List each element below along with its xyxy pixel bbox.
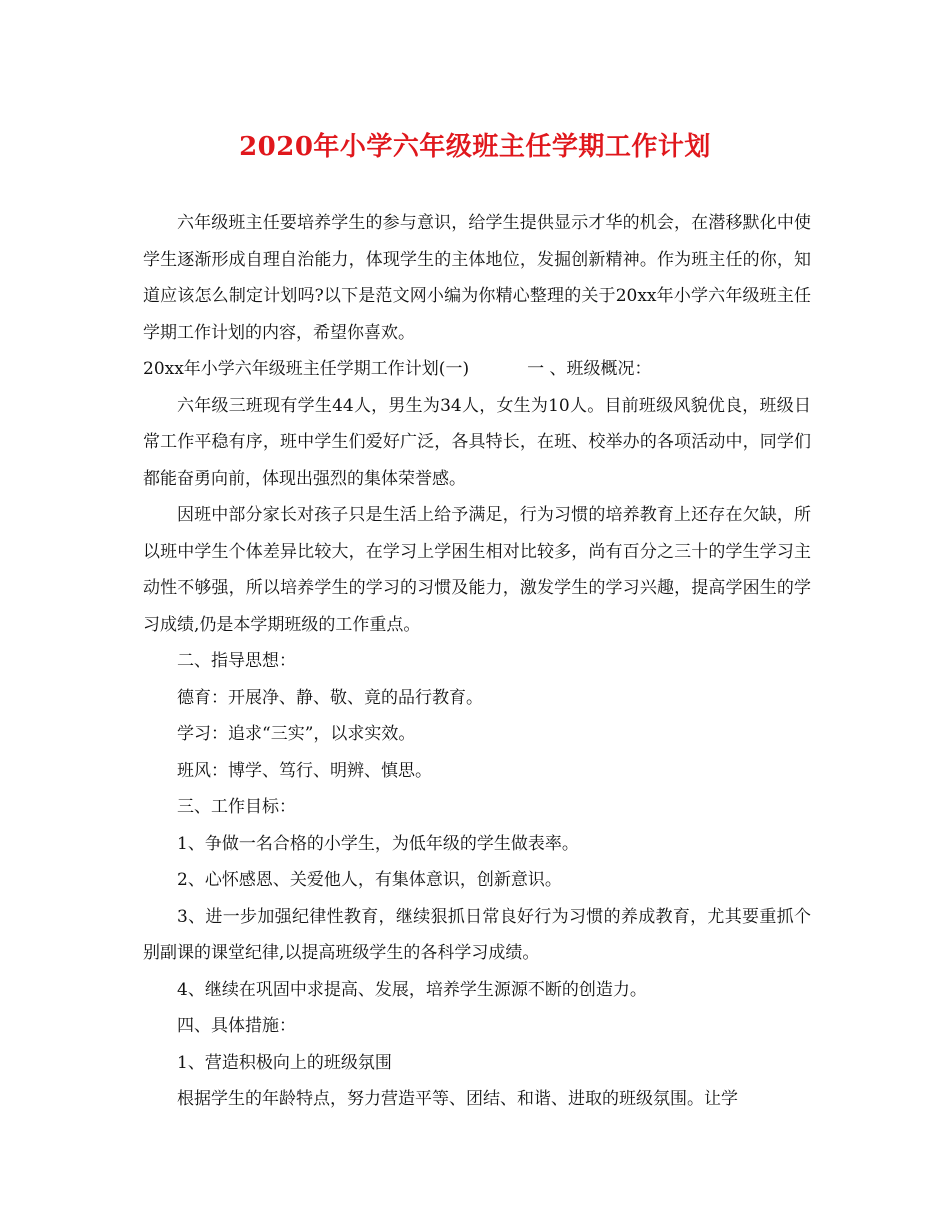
section-heading-measures: 四、具体措施： [177, 1016, 296, 1036]
plan-subtitle: 20xx年小学六年级班主任学期工作计划(一) [143, 359, 470, 379]
guiding-moral-line: 德育：开展净、静、敬、竟的品行教育。 [177, 687, 483, 708]
goal-item-1: 1、争做一名合格的小学生，为低年级的学生做表率。 [177, 833, 579, 854]
intro-paragraph: 六年级班主任要培养学生的参与意识，给学生提供显示才华的机会，在潜移默化中使学生逐渐形成自理自治能力，体现学生的主体地位，发掘创新精神。作为班主任的你，知道应该怎么制定计划吗?以下是范文网小编为你精心整理的关于20xx年小学六年级班主任学期工作计划的内容，希望你喜欢。 [143, 213, 811, 343]
subtitle-line [143, 351, 811, 388]
section-heading-class-overview: 一 、班级概况： [527, 359, 652, 379]
guiding-class-style-line: 班风：博学、笃行、明辨、慎思。 [177, 760, 432, 781]
class-overview-paragraph-1: 六年级三班现有学生44人，男生为34人，女生为10人。目前班级风貌优良，班级日常工作平稳有序，班中学生们爱好广泛，各具特长，在班、校举办的各项活动中，同学们都能奋勇向前，体现出强烈的集体荣誉感。 [143, 395, 811, 489]
section-heading-guiding-thought: 二、指导思想： [177, 651, 296, 671]
measure-item-1-text: 根据学生的年龄特点，努力营造平等、团结、和谐、进取的班级氛围。让学 [177, 1089, 738, 1109]
class-overview-paragraph-2: 因班中部分家长对孩子只是生活上给予满足，行为习惯的培养教育上还存在欠缺，所以班中学生个体差异比较大，在学习上学困生相对比较多，尚有百分之三十的学生学习主动性不够强，所以培养学生的学习的习惯及能力，激发学生的学习兴趣，提高学困生的学习成绩,仍是本学期班级的工作重点。 [143, 505, 811, 635]
goal-item-4: 4、继续在巩固中求提高、发展，培养学生源源不断的创造力。 [177, 979, 647, 1000]
goal-item-3: 3、进一步加强纪律性教育，继续狠抓日常良好行为习惯的养成教育，尤其要重抓个别副课的课堂纪律,以提高班级学生的各科学习成绩。 [143, 906, 811, 963]
document-body [143, 205, 811, 1118]
goal-item-2: 2、心怀感恩、关爱他人，有集体意识，创新意识。 [177, 870, 562, 890]
section-heading-work-goals: 三、工作目标： [177, 797, 296, 817]
guiding-study-line: 学习：追求“三实”，以求实效。 [177, 724, 416, 744]
measure-item-1: 1、营造积极向上的班级氛围 [177, 1052, 392, 1073]
document-title: 2020年小学六年级班主任学期工作计划 [239, 132, 711, 162]
